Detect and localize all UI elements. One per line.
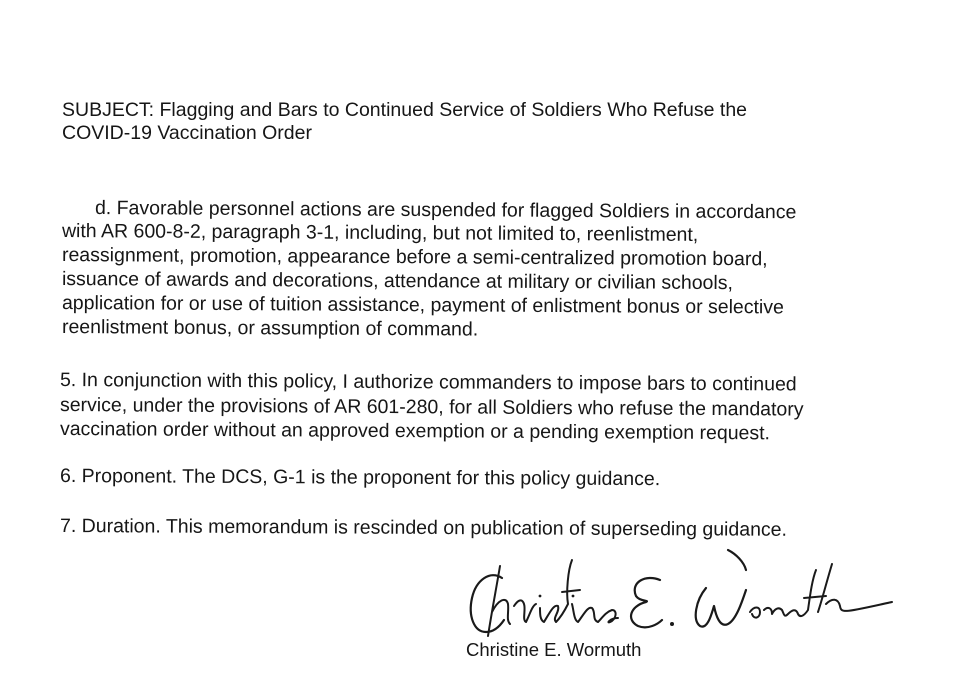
paragraph-d-line: issuance of awards and decorations, attendance at military or civilian schools,: [61, 268, 733, 295]
paragraph-d-line: reassignment, promotion, appearance before a semi-centralized promotion board,: [61, 244, 768, 271]
paragraph-5-line: service, under the provisions of AR 601-280, for all Soldiers who refuse the mandatory: [59, 394, 804, 421]
subject-line: SUBJECT: Flagging and Bars to Continued Service of Soldiers Who Refuse the: [62, 99, 748, 121]
paragraph-5-line: vaccination order without an approved exemption or a pending exemption request.: [59, 418, 771, 445]
paragraph-5-line: 5. In conjunction with this policy, I authorize commanders to impose bars to continued: [59, 369, 797, 396]
subject-line: COVID-19 Vaccination Order: [62, 122, 312, 144]
paragraph-d-line: application for or use of tuition assistance, payment of enlistment bonus or selective: [61, 292, 784, 319]
paragraph-d-line: reenlistment bonus, or assumption of command.: [61, 316, 479, 341]
signer-name: Christine E. Wormuth: [466, 639, 642, 660]
paragraph-d-line: with AR 600-8-2, paragraph 3-1, including, but not limited to, reenlistment,: [61, 220, 699, 246]
handwritten-signature: [460, 540, 900, 650]
paragraph-d-line: d. Favorable personnel actions are suspended for flagged Soldiers in accordance: [94, 197, 797, 224]
paragraph-6-proponent: 6. Proponent. The DCS, G-1 is the proponent for this policy guidance.: [59, 465, 661, 491]
paragraph-7-duration: 7. Duration. This memorandum is rescinded on publication of superseding guidance.: [59, 515, 788, 541]
